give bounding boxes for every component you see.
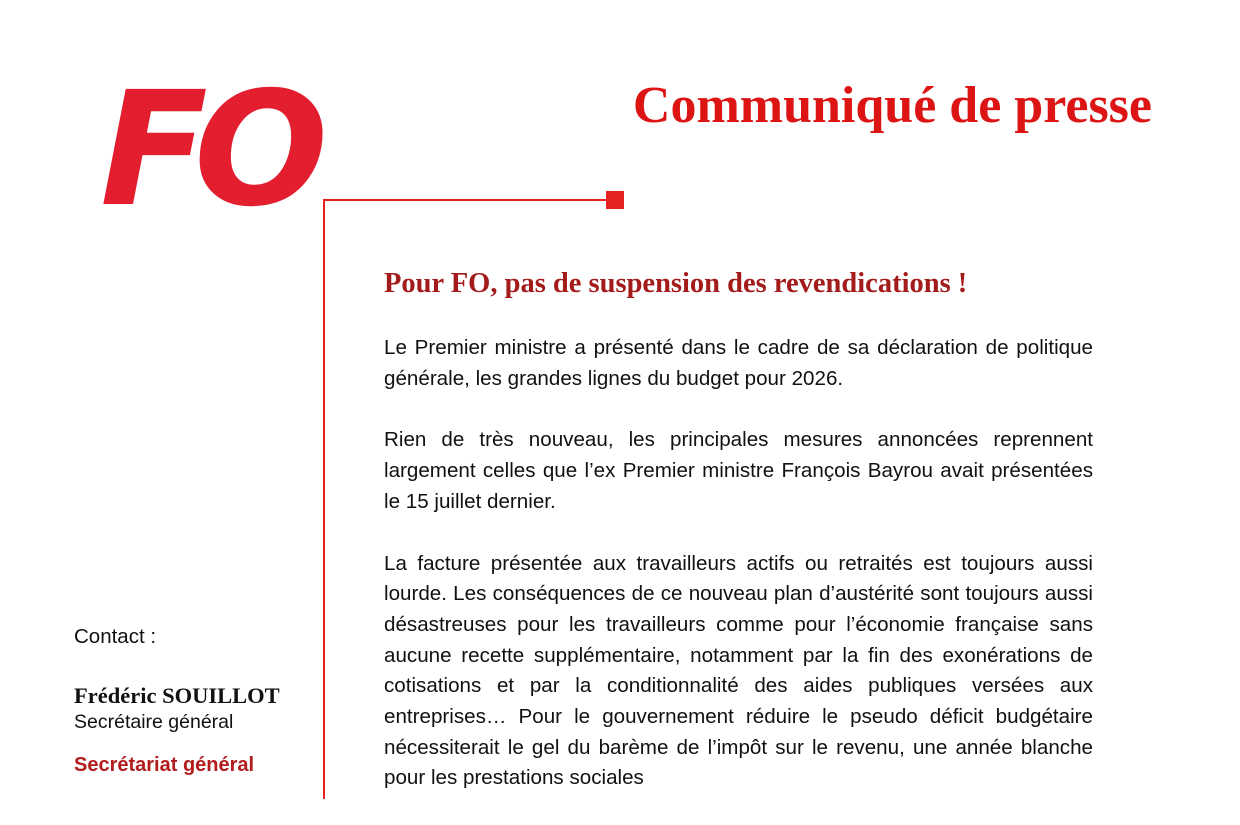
contact-label: Contact : — [74, 625, 157, 648]
body-text — [384, 333, 1093, 825]
fo-logo-text: FO — [100, 58, 315, 242]
document-title: Communiqué de presse — [632, 77, 1152, 134]
contact-name: Frédéric SOUILLOT — [74, 683, 280, 708]
vertical-divider — [323, 199, 325, 799]
divider-square-marker — [606, 191, 624, 209]
fo-logo-graphic — [96, 58, 315, 242]
contact-department: Secrétariat général — [74, 754, 255, 776]
paragraph-1: Le Premier ministre a présenté dans le cadre de sa déclaration de politique générale, les grandes lignes du budget pour 2026. — [384, 336, 1093, 390]
contact-role: Secrétaire général — [74, 711, 234, 733]
paragraph-3: La facture présentée aux travailleurs actifs ou retraités est toujours aussi lourde. Les conséquences de ce nouveau plan d’austérité sont toujours aussi désastreuses pour les travailleurs comme pour l’économie française sans aucune recette supplémentaire, notamment par la fin des exonérations de cotisations et par la conditionnalité des aides publiques versées aux entreprises… Pour le gouvernement réduire le pseudo déficit budgétaire nécessiterait le gel du barème de l’impôt sur le revenu, une année blanche pour les prestations sociales — [384, 551, 1093, 790]
headline: Pour FO, pas de suspension des revendications ! — [384, 268, 968, 299]
paragraph-2: Rien de très nouveau, les principales mesures annoncées reprennent largement celles que l’ex Premier ministre François Bayrou avait présentées le 15 juillet dernier. — [384, 428, 1093, 513]
horizontal-divider — [323, 199, 613, 201]
fo-logo — [96, 58, 315, 242]
